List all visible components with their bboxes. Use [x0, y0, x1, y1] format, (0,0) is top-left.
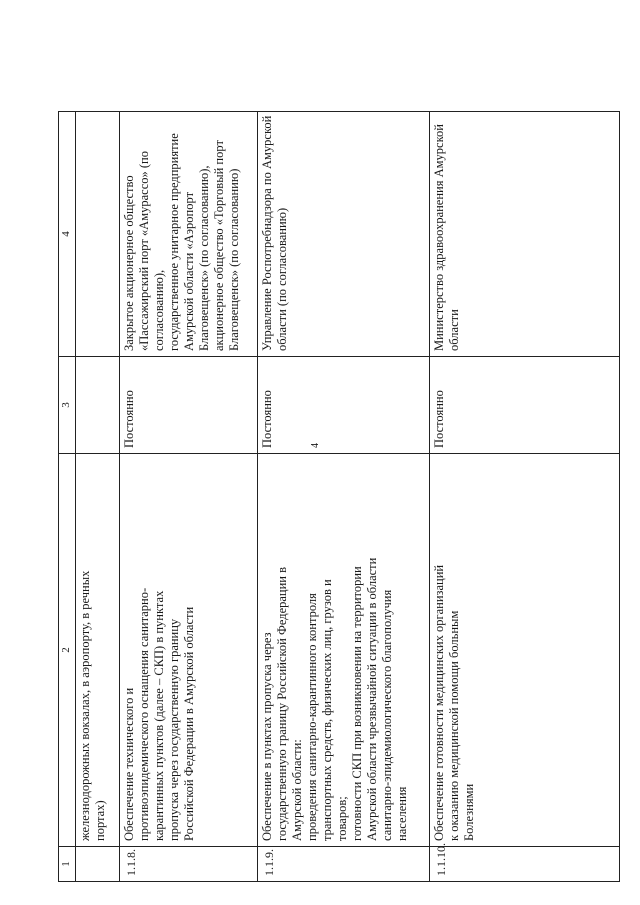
item-number: 1.1.9.: [258, 847, 430, 882]
measure-description: [76, 454, 120, 847]
description-line: портах): [93, 800, 107, 841]
executor-line: согласованию),: [152, 269, 166, 351]
description-line: готовности СКП при возникновении на территории: [350, 566, 364, 841]
column-header: 2: [59, 454, 76, 847]
description-line: Болезнями: [462, 783, 476, 841]
measure-description: [120, 454, 258, 847]
executor-line: Закрытое акционерное общество: [122, 175, 136, 351]
executor-line: Министерство здравоохранения Амурской: [432, 124, 446, 351]
description-line: карантинных пунктов (далее – СКП) в пунктах: [152, 590, 166, 841]
item-number: [76, 847, 120, 882]
deadline: Постоянно: [120, 357, 258, 454]
column-header: 4: [59, 112, 76, 357]
executor-line: области (по согласованию): [275, 207, 289, 351]
responsible-executors: [76, 112, 120, 357]
description-line: пропуска через государственную границу: [167, 618, 181, 841]
description-line: проведения санитарно-карантинного контроля: [305, 593, 319, 841]
description-line: Амурской области:: [290, 739, 304, 841]
item-number: 1.1.8.: [120, 847, 258, 882]
description-line: Российской Федерации в Амурской области: [182, 606, 196, 841]
description-line: железнодорожных вокзалах, в аэропорту, в речных: [78, 570, 92, 841]
measure-description: [258, 454, 430, 847]
table-header-row: [59, 112, 76, 882]
executor-line: «Пассажирский порт «Амурассо» (по: [137, 151, 151, 351]
table-row: [120, 112, 258, 882]
deadline: Постоянно: [258, 357, 430, 454]
executor-line: Благовещенск» (по согласованию),: [197, 165, 211, 351]
description-line: противоэпидемического оснащения санитарно-: [137, 587, 151, 841]
executor-line: Управление Роспотребнадзора по Амурской: [260, 115, 274, 351]
measure-description: [430, 454, 620, 847]
description-line: транспортных средств, физических лиц, грузов и: [320, 579, 334, 841]
column-header: 1: [59, 847, 76, 882]
description-line: Обеспечение в пунктах пропуска через: [260, 632, 274, 841]
responsible-executors: [258, 112, 430, 357]
executor-line: акционерное общество «Торговый порт: [212, 140, 226, 351]
page-number: 4: [310, 443, 321, 448]
description-line: Амурской области чрезвычайной ситуации в области: [365, 557, 379, 841]
description-line: к оказанию медицинской помощи больным: [447, 610, 461, 841]
table-row: [430, 112, 620, 882]
measures-table: [58, 111, 620, 882]
description-line: государственную границу Российской Федерации в: [275, 566, 289, 841]
responsible-executors: [120, 112, 258, 357]
description-line: населения: [395, 786, 409, 841]
executor-line: государственное унитарное предприятие: [167, 133, 181, 351]
table-body: [59, 112, 620, 882]
item-number: 1.1.10.: [430, 847, 620, 882]
deadline: [76, 357, 120, 454]
column-header: 3: [59, 357, 76, 454]
description-line: санитарно-эпидемиологического благополучия: [380, 589, 394, 841]
rotated-page: [58, 112, 618, 882]
deadline: Постоянно: [430, 357, 620, 454]
executor-line: Благовещенск» (по согласованию): [227, 168, 241, 351]
description-line: Обеспечение готовности медицинских организаций: [432, 564, 446, 841]
executor-line: области: [447, 309, 461, 351]
description-line: Обеспечение технического и: [122, 687, 136, 841]
table-row: [76, 112, 120, 882]
description-line: товаров;: [335, 796, 349, 841]
executor-line: Амурской области «Аэропорт: [182, 191, 196, 351]
table-row: [258, 112, 430, 882]
responsible-executors: [430, 112, 620, 357]
